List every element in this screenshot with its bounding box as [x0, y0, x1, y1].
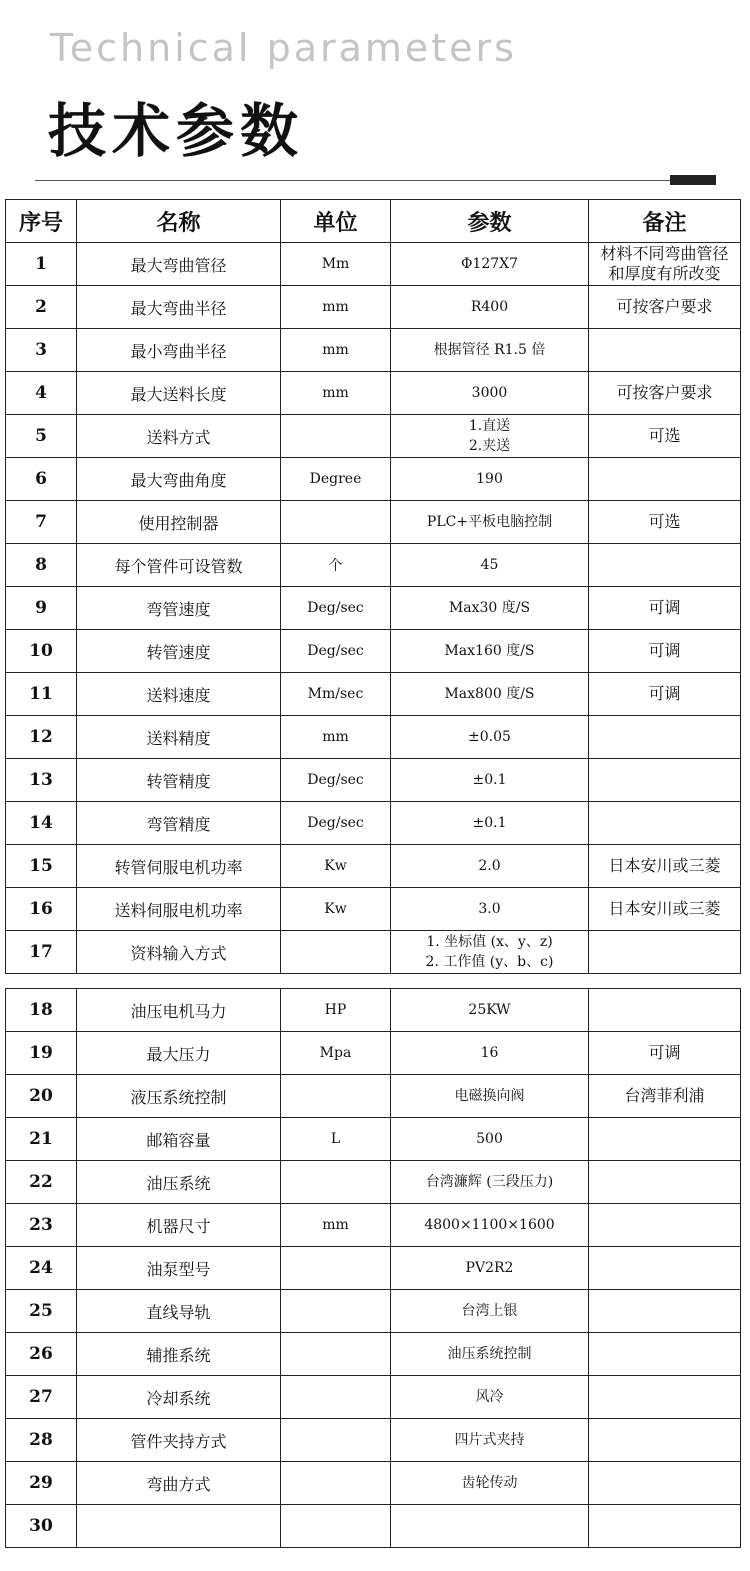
param-name-cell: 最小弯曲半径 — [77, 329, 281, 372]
param-name-cell: 每个管件可设管数 — [77, 544, 281, 587]
unit-cell: Deg/sec — [281, 802, 391, 845]
spec-table-part-1 — [5, 199, 741, 974]
param-value-cell — [391, 1333, 589, 1376]
param-value-cell — [391, 458, 589, 501]
param-value-cell — [391, 415, 589, 458]
param-value-cell — [391, 802, 589, 845]
note-line: 日本安川或三菱 — [608, 856, 721, 875]
param-value-cell — [391, 630, 589, 673]
note-cell — [589, 845, 741, 888]
param-name-cell: 送料伺服电机功率 — [77, 888, 281, 931]
row-number-cell: 17 — [6, 931, 77, 974]
row-number-cell: 18 — [6, 989, 77, 1032]
param-name-cell: 管件夹持方式 — [77, 1419, 281, 1462]
table-row — [6, 458, 741, 501]
note-cell — [589, 802, 741, 845]
table-row — [6, 587, 741, 630]
param-line: 3.0 — [478, 901, 501, 917]
unit-cell: mm — [281, 1204, 391, 1247]
param-line: 1. 坐标值 (x、y、z) — [426, 934, 553, 950]
table-row — [6, 329, 741, 372]
unit-cell — [281, 1247, 391, 1290]
param-value-cell — [391, 587, 589, 630]
param-value-cell — [391, 845, 589, 888]
note-cell — [589, 1161, 741, 1204]
param-line: Max30 度/S — [448, 600, 531, 616]
table-row — [6, 415, 741, 458]
param-line: 电磁换向阀 — [454, 1088, 525, 1104]
note-cell — [589, 1462, 741, 1505]
row-number-cell: 19 — [6, 1032, 77, 1075]
unit-cell — [281, 1075, 391, 1118]
row-number-cell: 1 — [6, 243, 77, 286]
note-cell — [589, 1290, 741, 1333]
param-line: 齿轮传动 — [461, 1475, 518, 1491]
table-row — [6, 1032, 741, 1075]
note-cell — [589, 1505, 741, 1548]
note-cell — [589, 329, 741, 372]
note-cell — [589, 759, 741, 802]
table-row — [6, 759, 741, 802]
param-line: 根据管径 R1.5 倍 — [433, 342, 546, 358]
unit-cell — [281, 1419, 391, 1462]
unit-cell — [281, 1290, 391, 1333]
param-name-cell: 油压电机马力 — [77, 989, 281, 1032]
note-cell — [589, 243, 741, 286]
row-number-cell: 26 — [6, 1333, 77, 1376]
table-row — [6, 1204, 741, 1247]
param-line: R400 — [470, 299, 509, 315]
column-header-name: 名称 — [77, 200, 281, 243]
note-cell — [589, 1204, 741, 1247]
param-name-cell: 使用控制器 — [77, 501, 281, 544]
unit-cell: mm — [281, 716, 391, 759]
param-line: 1.直送 — [468, 418, 511, 434]
param-value-cell — [391, 329, 589, 372]
param-line: PV2R2 — [465, 1260, 514, 1276]
param-name-cell: 最大送料长度 — [77, 372, 281, 415]
param-name-cell: 最大弯曲管径 — [77, 243, 281, 286]
unit-cell: Mpa — [281, 1032, 391, 1075]
column-header-param: 参数 — [391, 200, 589, 243]
param-value-cell — [391, 673, 589, 716]
unit-cell — [281, 931, 391, 974]
note-cell — [589, 286, 741, 329]
row-number-cell: 27 — [6, 1376, 77, 1419]
table-row — [6, 243, 741, 286]
param-name-cell: 资料输入方式 — [77, 931, 281, 974]
param-line: Max160 度/S — [444, 643, 535, 659]
param-name-cell: 油压系统 — [77, 1161, 281, 1204]
unit-cell — [281, 1505, 391, 1548]
note-cell — [589, 458, 741, 501]
param-value-cell — [391, 1376, 589, 1419]
param-value-cell — [391, 931, 589, 974]
note-cell — [589, 1247, 741, 1290]
table-row — [6, 845, 741, 888]
row-number-cell: 22 — [6, 1161, 77, 1204]
param-line: 2. 工作值 (y、b、c) — [425, 954, 554, 970]
spec-table-part-2 — [5, 988, 741, 1548]
unit-cell: HP — [281, 989, 391, 1032]
unit-cell — [281, 1462, 391, 1505]
param-line: 16 — [480, 1045, 499, 1061]
param-value-cell — [391, 501, 589, 544]
note-line: 可按客户要求 — [616, 297, 713, 316]
param-line: 25KW — [468, 1002, 511, 1018]
row-number-cell: 6 — [6, 458, 77, 501]
note-cell — [589, 415, 741, 458]
unit-cell — [281, 1161, 391, 1204]
note-cell — [589, 372, 741, 415]
param-name-cell: 直线导轨 — [77, 1290, 281, 1333]
param-name-cell: 弯管速度 — [77, 587, 281, 630]
row-number-cell: 23 — [6, 1204, 77, 1247]
column-header-unit: 单位 — [281, 200, 391, 243]
unit-cell: Deg/sec — [281, 630, 391, 673]
param-line: ±0.1 — [472, 772, 507, 788]
param-line: Φ127X7 — [460, 256, 519, 272]
param-name-cell: 最大弯曲角度 — [77, 458, 281, 501]
param-name-cell: 液压系统控制 — [77, 1075, 281, 1118]
unit-cell — [281, 415, 391, 458]
param-value-cell — [391, 759, 589, 802]
note-cell — [589, 716, 741, 759]
row-number-cell: 7 — [6, 501, 77, 544]
unit-cell: Deg/sec — [281, 587, 391, 630]
title-english: Technical parameters — [50, 26, 517, 70]
row-number-cell: 12 — [6, 716, 77, 759]
row-number-cell: 16 — [6, 888, 77, 931]
note-line: 日本安川或三菱 — [608, 899, 721, 918]
row-number-cell: 9 — [6, 587, 77, 630]
param-line: 190 — [476, 471, 503, 487]
unit-cell: Mm/sec — [281, 673, 391, 716]
param-line: 45 — [480, 557, 499, 573]
param-line: 风冷 — [475, 1389, 504, 1405]
param-line: 2.0 — [478, 858, 501, 874]
param-value-cell — [391, 1505, 589, 1548]
table-row — [6, 1290, 741, 1333]
param-line: 四片式夹持 — [454, 1432, 525, 1448]
param-name-cell: 转管伺服电机功率 — [77, 845, 281, 888]
column-header-note: 备注 — [589, 200, 741, 243]
note-cell — [589, 888, 741, 931]
table-row — [6, 1419, 741, 1462]
table-header-row — [6, 200, 741, 243]
table-row — [6, 544, 741, 587]
note-cell — [589, 1075, 741, 1118]
param-value-cell — [391, 1161, 589, 1204]
unit-cell: Kw — [281, 888, 391, 931]
note-cell — [589, 1118, 741, 1161]
unit-cell: mm — [281, 329, 391, 372]
param-value-cell — [391, 888, 589, 931]
note-cell — [589, 544, 741, 587]
unit-cell: Degree — [281, 458, 391, 501]
row-number-cell: 10 — [6, 630, 77, 673]
note-line: 可调 — [648, 598, 681, 617]
note-cell — [589, 673, 741, 716]
param-value-cell — [391, 1075, 589, 1118]
unit-cell: mm — [281, 372, 391, 415]
param-value-cell — [391, 1247, 589, 1290]
row-number-cell: 5 — [6, 415, 77, 458]
note-cell — [589, 1376, 741, 1419]
note-cell — [589, 931, 741, 974]
param-value-cell — [391, 544, 589, 587]
param-name-cell: 邮箱容量 — [77, 1118, 281, 1161]
note-line: 可选 — [648, 426, 681, 445]
table-row — [6, 1118, 741, 1161]
param-line: 2.夹送 — [468, 438, 511, 454]
param-name-cell: 辅推系统 — [77, 1333, 281, 1376]
param-value-cell — [391, 243, 589, 286]
table-row — [6, 888, 741, 931]
title-divider-accent — [670, 175, 716, 185]
table-row — [6, 673, 741, 716]
unit-cell: mm — [281, 286, 391, 329]
param-line: ±0.05 — [468, 729, 511, 745]
param-value-cell — [391, 716, 589, 759]
table-row — [6, 1075, 741, 1118]
param-name-cell: 最大弯曲半径 — [77, 286, 281, 329]
param-line: 油压系统控制 — [447, 1346, 532, 1362]
note-cell — [589, 587, 741, 630]
note-line: 可调 — [648, 1043, 681, 1062]
param-value-cell — [391, 1462, 589, 1505]
unit-cell — [281, 1333, 391, 1376]
row-number-cell: 11 — [6, 673, 77, 716]
table-row — [6, 716, 741, 759]
param-line: 3000 — [471, 385, 508, 401]
note-cell — [589, 1333, 741, 1376]
table-row — [6, 286, 741, 329]
table-row — [6, 1505, 741, 1548]
page-title: 技术参数 — [48, 97, 305, 165]
note-cell — [589, 1419, 741, 1462]
row-number-cell: 8 — [6, 544, 77, 587]
param-line: ±0.1 — [472, 815, 507, 831]
row-number-cell: 28 — [6, 1419, 77, 1462]
table-row — [6, 931, 741, 974]
row-number-cell: 21 — [6, 1118, 77, 1161]
note-line: 可调 — [648, 684, 681, 703]
row-number-cell: 15 — [6, 845, 77, 888]
row-number-cell: 24 — [6, 1247, 77, 1290]
param-name-cell: 最大压力 — [77, 1032, 281, 1075]
param-value-cell — [391, 1290, 589, 1333]
note-cell — [589, 501, 741, 544]
note-cell — [589, 989, 741, 1032]
note-cell — [589, 1032, 741, 1075]
unit-cell: L — [281, 1118, 391, 1161]
table-row — [6, 802, 741, 845]
param-name-cell — [77, 1505, 281, 1548]
param-name-cell: 机器尺寸 — [77, 1204, 281, 1247]
row-number-cell: 14 — [6, 802, 77, 845]
table-row — [6, 1376, 741, 1419]
param-value-cell — [391, 1419, 589, 1462]
param-name-cell: 转管精度 — [77, 759, 281, 802]
param-name-cell: 送料速度 — [77, 673, 281, 716]
unit-cell: Kw — [281, 845, 391, 888]
unit-cell — [281, 1376, 391, 1419]
table-row — [6, 1462, 741, 1505]
param-value-cell — [391, 286, 589, 329]
row-number-cell: 4 — [6, 372, 77, 415]
param-name-cell: 弯曲方式 — [77, 1462, 281, 1505]
param-value-cell — [391, 1118, 589, 1161]
note-cell — [589, 630, 741, 673]
table-row — [6, 630, 741, 673]
table-row — [6, 501, 741, 544]
row-number-cell: 2 — [6, 286, 77, 329]
param-name-cell: 转管速度 — [77, 630, 281, 673]
row-number-cell: 29 — [6, 1462, 77, 1505]
title-divider — [35, 180, 675, 181]
note-line: 材料不同弯曲管径 — [600, 244, 729, 263]
column-header-no: 序号 — [6, 200, 77, 243]
param-name-cell: 冷却系统 — [77, 1376, 281, 1419]
param-name-cell: 送料精度 — [77, 716, 281, 759]
param-value-cell — [391, 1204, 589, 1247]
table-row — [6, 372, 741, 415]
note-line: 可调 — [648, 641, 681, 660]
param-line: 4800×1100×1600 — [424, 1217, 555, 1233]
unit-cell: Deg/sec — [281, 759, 391, 802]
row-number-cell: 20 — [6, 1075, 77, 1118]
unit-cell: 个 — [281, 544, 391, 587]
param-value-cell — [391, 989, 589, 1032]
table-row — [6, 1333, 741, 1376]
row-number-cell: 25 — [6, 1290, 77, 1333]
param-line: 台湾濂辉 (三段压力) — [425, 1174, 554, 1190]
table-row — [6, 989, 741, 1032]
param-name-cell: 送料方式 — [77, 415, 281, 458]
param-value-cell — [391, 1032, 589, 1075]
param-line: 台湾上银 — [461, 1303, 518, 1319]
param-name-cell: 油泵型号 — [77, 1247, 281, 1290]
note-line: 可选 — [648, 512, 681, 531]
row-number-cell: 30 — [6, 1505, 77, 1548]
table-row — [6, 1161, 741, 1204]
note-line: 可按客户要求 — [616, 383, 713, 402]
note-line: 台湾菲利浦 — [624, 1086, 705, 1105]
param-value-cell — [391, 372, 589, 415]
row-number-cell: 3 — [6, 329, 77, 372]
unit-cell — [281, 501, 391, 544]
note-line: 和厚度有所改变 — [608, 264, 721, 283]
unit-cell: Mm — [281, 243, 391, 286]
param-line: 500 — [476, 1131, 503, 1147]
param-name-cell: 弯管精度 — [77, 802, 281, 845]
row-number-cell: 13 — [6, 759, 77, 802]
param-line: Max800 度/S — [444, 686, 535, 702]
table-row — [6, 1247, 741, 1290]
param-line: PLC+平板电脑控制 — [426, 514, 553, 530]
